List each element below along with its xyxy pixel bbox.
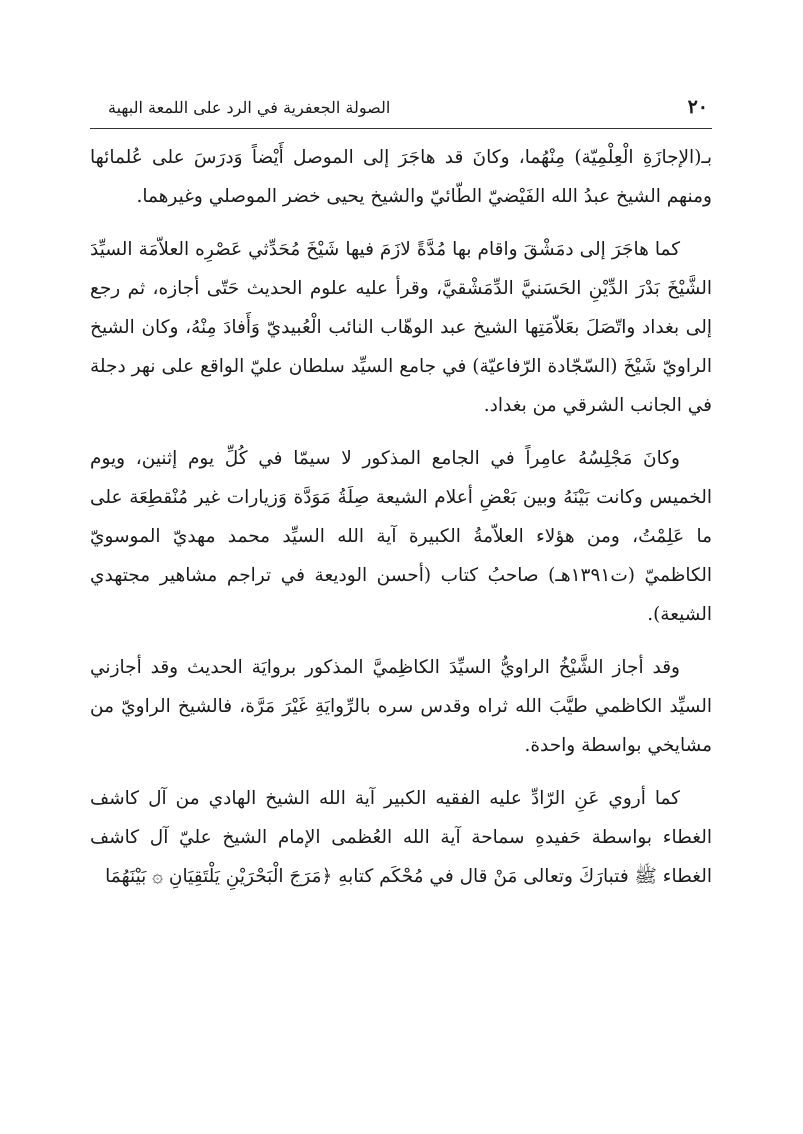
paragraph-5: كما أروي عَنِ الرّادِّ عليه الفقيه الكبير آية الله الشيخ الهادي من آل كاشف الغطاء بواسطة حَفيدهِ سماحة آية الله العُظمى الإمام الشيخ عليّ آل كاشف الغطاء ﷺ فتبارَكَ وتعالى مَنْ قال في مُحْكَم كتابهِ ﴿مَرَجَ الْبَحْرَيْنِ يَلْتَقِيَانِ ۞ بَيْنَهُمَا: [90, 788, 712, 887]
document-page: [90, 0, 712, 1134]
page-number: ٢٠: [687, 96, 708, 118]
paragraph-2: كما هاجَرَ إلى دمَشْقَ واقام بها مُدَّةً لازَمَ فيها شَيْخَ مُحَدِّثي عَصْرِه العلاّمَة السيِّدَ الشَّيْخَ بَدْرَ الدِّيْنِ الحَسَنيَّ الدِّمَشْقيَّ، وقرأ عليه علوم الحديث حَتّى أجازه، ثم رجع إلى بغداد واتّصَلَ بعَلاّمَتِها الشيخ عبد الوهّاب النائب الْعُبيديّ وَأَفادَ مِنْهُ، وكان الشيخ الراويّ شَيْخَ (السّجّادة الرّفاعيّة) في جامع السيِّد سلطان عليّ الواقع على نهر دجلة في الجانب الشرقي من بغداد.: [90, 239, 712, 416]
body-text: [90, 138, 712, 896]
paragraph-1: بـ(الإجازَةِ الْعِلْمِيّة) مِنْهُما، وكانَ قد هاجَرَ إلى الموصل أَيْضاً وَدرَسَ على عُلمائها ومنهم الشيخ عبدُ الله الفَيْضيّ الطّائيّ والشيخ يحيى خضر الموصلي وغيرهما.: [90, 147, 712, 207]
paragraph-4: وقد أجاز الشَّيْخُ الراويُّ السيِّدَ الكاظِميَّ المذكور بروايَة الحديث وقد أجازني السيِّد الكاظمي طيَّبَ الله ثراه وقدس سره بالرِّوايَةِ غَيْرَ مَرَّة، فالشيخ الراويّ من مشايخي بواسطة واحدة.: [90, 657, 712, 756]
paragraph-3: وكانَ مَجْلِسُهُ عامِراً في الجامع المذكور لا سيمّا في كُلِّ يوم إثنين، ويوم الخميس وكانت بَيْنَهُ وبين بَعْضِ أعلام الشيعة صِلَةُ مَوَدَّة وَزيارات غير مُنْقطِعَة على ما عَلِمْتُ، ومن هؤلاء العلاّمةُ الكبيرة آية الله السيِّد محمد مهديّ الموسويّ الكاظميّ (ت١٣٩١هـ) صاحبُ كتاب (أحسن الوديعة في تراجم مشاهير مجتهدي الشيعة).: [90, 448, 713, 625]
page-header: [90, 92, 712, 129]
running-title: الصولة الجعفرية في الرد على اللمعة البهية: [108, 98, 391, 117]
